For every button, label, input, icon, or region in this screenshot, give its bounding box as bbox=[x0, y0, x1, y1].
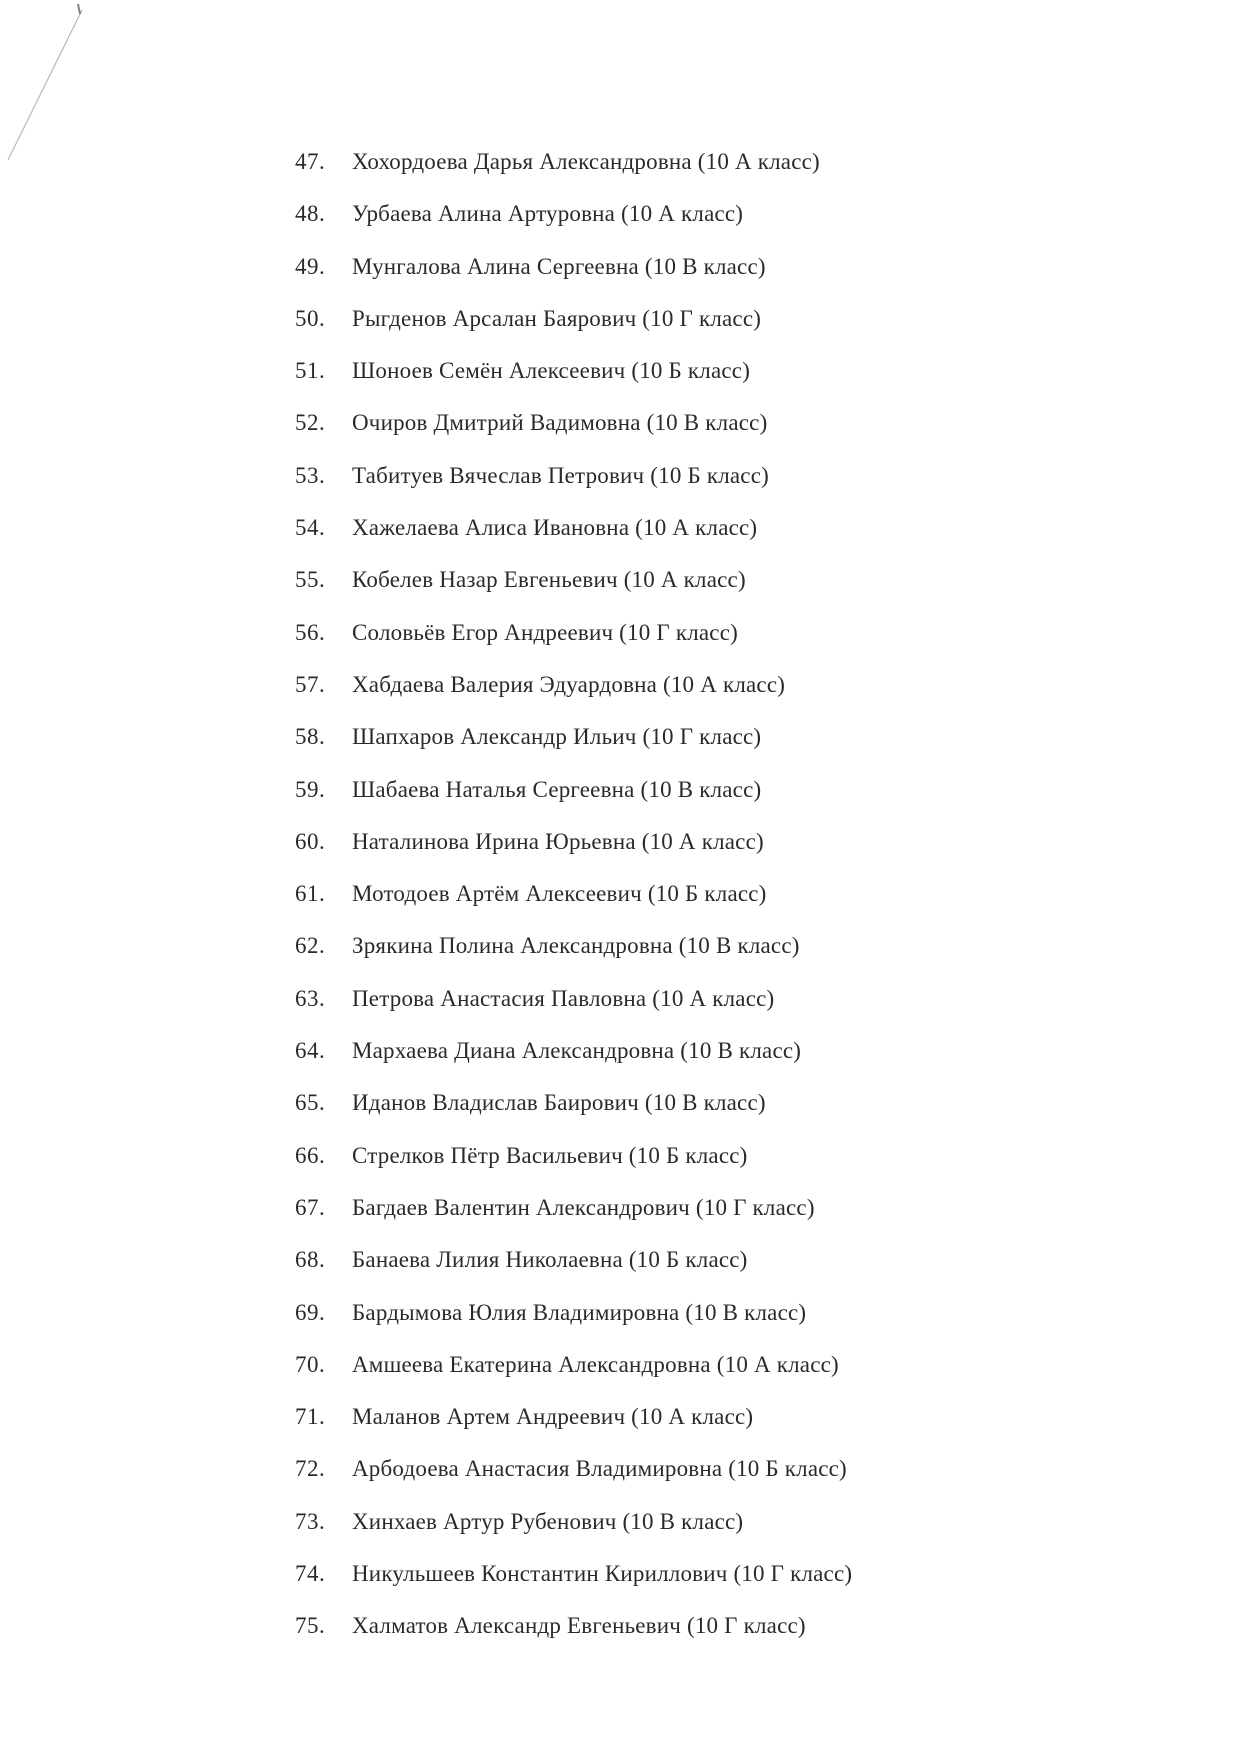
list-item bbox=[0, 349, 1241, 401]
student-entry: Кобелев Назар Евгеньевич (10 А класс) bbox=[352, 567, 746, 593]
item-number: 55. bbox=[295, 567, 326, 593]
list-item bbox=[0, 1134, 1241, 1186]
student-entry: Рыгденов Арсалан Баярович (10 Г класс) bbox=[352, 305, 762, 331]
list-item bbox=[0, 1447, 1241, 1499]
list-item bbox=[0, 924, 1241, 976]
student-list bbox=[0, 140, 1241, 1657]
student-entry: Табитуев Вячеслав Петрович (10 Б класс) bbox=[352, 462, 769, 488]
list-item bbox=[0, 297, 1241, 349]
list-item bbox=[0, 611, 1241, 663]
student-entry: Мархаева Диана Александровна (10 В класс) bbox=[352, 1038, 802, 1064]
item-number: 64. bbox=[295, 1038, 326, 1064]
student-entry: Урбаева Алина Артуровна (10 А класс) bbox=[352, 201, 744, 227]
list-item bbox=[0, 1395, 1241, 1447]
item-number: 54. bbox=[295, 515, 326, 541]
student-entry: Очиров Дмитрий Вадимовна (10 В класс) bbox=[352, 410, 768, 436]
student-entry: Хохордоева Дарья Александровна (10 А класс) bbox=[352, 149, 820, 174]
item-number: 65. bbox=[295, 1090, 326, 1116]
student-entry: Мотодоев Артём Алексеевич (10 Б класс) bbox=[352, 881, 767, 907]
student-entry: Мунгалова Алина Сергеевна (10 В класс) bbox=[352, 253, 766, 279]
student-entry: Халматов Александр Евгеньевич (10 Г класс) bbox=[352, 1613, 806, 1639]
student-entry: Петрова Анастасия Павловна (10 А класс) bbox=[352, 985, 775, 1011]
item-number: 75. bbox=[295, 1613, 326, 1639]
student-entry: Стрелков Пётр Васильевич (10 Б класс) bbox=[352, 1142, 748, 1168]
student-entry: Бардымова Юлия Владимировна (10 В класс) bbox=[352, 1299, 807, 1325]
item-number: 67. bbox=[295, 1194, 326, 1220]
list-item bbox=[0, 245, 1241, 297]
student-entry: Банаева Лилия Николаевна (10 Б класс) bbox=[352, 1247, 748, 1273]
list-item bbox=[0, 1500, 1241, 1552]
list-item bbox=[0, 977, 1241, 1029]
item-number: 56. bbox=[295, 619, 326, 645]
item-number: 52. bbox=[295, 410, 326, 436]
item-number: 53. bbox=[295, 462, 326, 488]
list-item bbox=[0, 1186, 1241, 1238]
student-entry: Никульшеев Константин Кириллович (10 Г класс) bbox=[352, 1561, 853, 1587]
list-item bbox=[0, 1029, 1241, 1081]
student-entry: Хинхаев Артур Рубенович (10 В класс) bbox=[352, 1508, 744, 1534]
list-item bbox=[0, 1081, 1241, 1133]
item-number: 59. bbox=[295, 776, 326, 802]
student-entry: Маланов Артем Андреевич (10 А класс) bbox=[352, 1404, 754, 1430]
list-item bbox=[0, 872, 1241, 924]
student-entry: Хажелаева Алиса Ивановна (10 А класс) bbox=[352, 515, 758, 541]
list-item bbox=[0, 663, 1241, 715]
student-entry: Багдаев Валентин Александрович (10 Г класс) bbox=[352, 1194, 815, 1220]
item-number: 60. bbox=[295, 828, 326, 854]
item-number: 57. bbox=[295, 671, 326, 697]
student-entry: Шапхаров Александр Ильич (10 Г класс) bbox=[352, 724, 762, 750]
student-entry: Соловьёв Егор Андреевич (10 Г класс) bbox=[352, 619, 738, 645]
item-number: 71. bbox=[295, 1404, 326, 1430]
student-entry: Арбодоева Анастасия Владимировна (10 Б класс) bbox=[352, 1456, 847, 1482]
list-item bbox=[0, 454, 1241, 506]
item-number: 70. bbox=[295, 1351, 326, 1377]
item-number: 68. bbox=[295, 1247, 326, 1273]
item-number: 69. bbox=[295, 1299, 326, 1325]
item-number: 62. bbox=[295, 933, 326, 959]
item-number: 58. bbox=[295, 724, 326, 750]
list-item bbox=[0, 1238, 1241, 1290]
item-number: 48. bbox=[295, 201, 326, 227]
student-entry: Иданов Владислав Баирович (10 В класс) bbox=[352, 1090, 766, 1116]
student-entry: Зрякина Полина Александровна (10 В класс) bbox=[352, 933, 800, 959]
list-item bbox=[0, 1343, 1241, 1395]
list-item bbox=[0, 140, 1241, 192]
list-item bbox=[0, 715, 1241, 767]
item-number: 47. bbox=[295, 149, 326, 174]
item-number: 66. bbox=[295, 1142, 326, 1168]
list-item bbox=[0, 1604, 1241, 1656]
list-item bbox=[0, 1291, 1241, 1343]
item-number: 49. bbox=[295, 253, 326, 279]
list-item bbox=[0, 820, 1241, 872]
student-entry: Наталинова Ирина Юрьевна (10 А класс) bbox=[352, 828, 764, 854]
item-number: 73. bbox=[295, 1508, 326, 1534]
item-number: 50. bbox=[295, 305, 326, 331]
student-entry: Хабдаева Валерия Эдуардовна (10 А класс) bbox=[352, 671, 786, 697]
list-item bbox=[0, 506, 1241, 558]
student-entry: Шоноев Семён Алексеевич (10 Б класс) bbox=[352, 358, 751, 384]
item-number: 51. bbox=[295, 358, 326, 384]
item-number: 74. bbox=[295, 1561, 326, 1587]
student-entry: Шабаева Наталья Сергеевна (10 В класс) bbox=[352, 776, 762, 802]
list-item bbox=[0, 192, 1241, 244]
list-item bbox=[0, 1552, 1241, 1604]
list-item bbox=[0, 401, 1241, 453]
item-number: 72. bbox=[295, 1456, 326, 1482]
list-item bbox=[0, 558, 1241, 610]
item-number: 63. bbox=[295, 985, 326, 1011]
student-entry: Амшеева Екатерина Александровна (10 А класс) bbox=[352, 1351, 839, 1377]
item-number: 61. bbox=[295, 881, 326, 907]
list-item bbox=[0, 768, 1241, 820]
